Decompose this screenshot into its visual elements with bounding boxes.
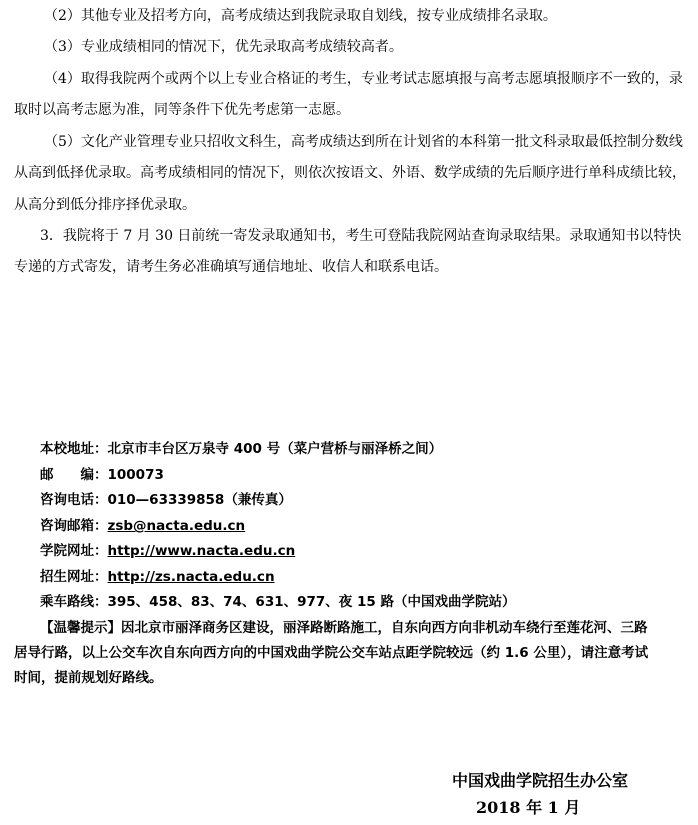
rule-5-line-1: （5）文化产业管理专业只招收文科生，高考成绩达到所在计划省的本科第一批文科录取最低控制分数线: [44, 134, 683, 150]
address-row: [40, 440, 442, 458]
rule-5-line-2: 从高到低择优录取。高考成绩相同的情况下，则依次按语文、外语、数学成绩的先后顺序进行单科成绩比较，: [14, 165, 686, 181]
bus-value: 395、458、83、74、631、977、夜 15 路（中国戏曲学院站）: [107, 594, 516, 610]
phone-label: 咨询电话：: [40, 492, 108, 508]
phone-value: 010—63339858（兼传真）: [107, 492, 292, 508]
email-row: [40, 517, 245, 535]
rule-4-line-1: （4）取得我院两个或两个以上专业合格证的考生，专业考试志愿填报与高考志愿填报顺序不一致的，录: [44, 71, 683, 87]
postcode-label: 邮 编：: [40, 467, 108, 483]
address-value: 北京市丰台区万泉寺 400 号（菜户营桥与丽泽桥之间）: [107, 441, 443, 457]
email-label: 咨询邮箱：: [40, 518, 108, 534]
rule-3: （3）专业成绩相同的情况下，优先录取高考成绩较高者。: [44, 39, 403, 55]
tip-line-1: 【温馨提示】因北京市丽泽商务区建设，丽泽路断路施工，自东向西方向非机动车绕行至莲花河、三路: [40, 620, 648, 636]
admission-site-link[interactable]: http://zs.nacta.edu.cn: [107, 569, 275, 585]
admission-site-label: 招生网址：: [40, 569, 108, 585]
site-row: [40, 542, 295, 560]
rule-4-line-2: 取时以高考志愿为准，同等条件下优先考虑第一志愿。: [14, 102, 350, 118]
rule-5-line-3: 从高分到低分排序择优录取。: [14, 197, 196, 213]
rule-2: （2）其他专业及招考方向，高考成绩达到我院录取自划线，按专业成绩排名录取。: [44, 8, 557, 24]
bus-label: 乘车路线：: [40, 594, 108, 610]
email-link[interactable]: zsb@nacta.edu.cn: [107, 518, 246, 534]
site-link[interactable]: http://www.nacta.edu.cn: [107, 543, 296, 559]
tip-line-3: 时间，提前规划好路线。: [14, 670, 163, 686]
admission-site-row: [40, 568, 275, 586]
signature-date: 2018 年 1 月: [476, 798, 581, 817]
postcode-row: [40, 466, 164, 484]
site-label: 学院网址：: [40, 543, 108, 559]
tip-line-2: 居导行路，以上公交车次自东向西方向的中国戏曲学院公交车站点距学院较远（约 1.6 公里），请注意考试: [14, 645, 649, 661]
bus-row: [40, 593, 515, 611]
postcode-value: 100073: [107, 467, 164, 483]
address-label: 本校地址：: [40, 441, 108, 457]
phone-row: [40, 491, 292, 509]
notice-line-1: 3．我院将于 7 月 30 日前统一寄发录取通知书，考生可登陆我院网站查询录取结果。录取通知书以特快: [40, 228, 682, 244]
office-signature: 中国戏曲学院招生办公室: [452, 771, 629, 790]
notice-line-2: 专递的方式寄发，请考生务必准确填写通信地址、收信人和联系电话。: [14, 259, 448, 275]
